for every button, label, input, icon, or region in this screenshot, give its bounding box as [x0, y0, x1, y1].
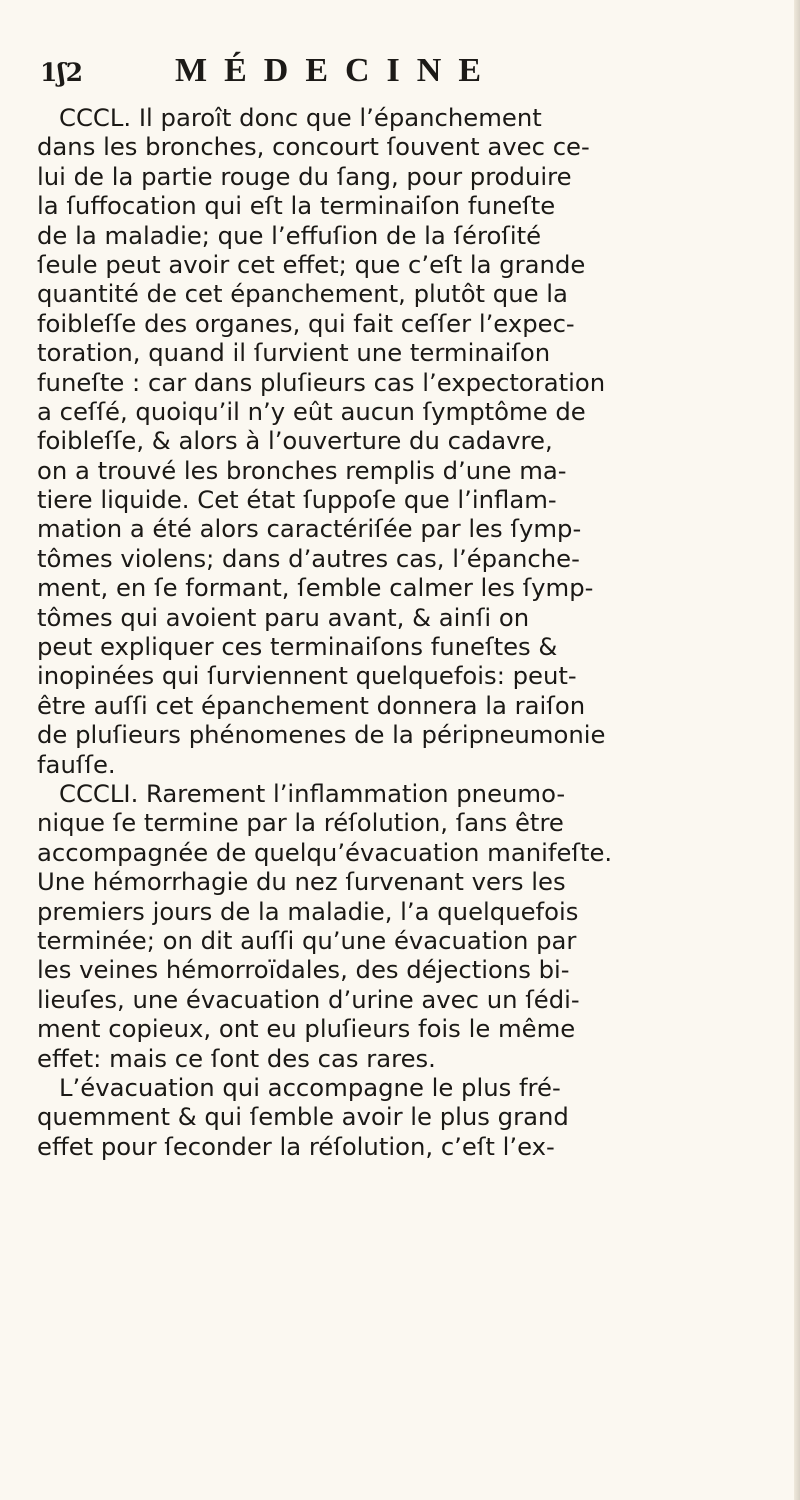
text-line: CCCLI. Rarement l’inflammation pneumo- — [59, 778, 566, 808]
text-line: quemment & qui ſemble avoir le plus grand — [37, 1102, 569, 1132]
text-line: lui de la partie rouge du ſang, pour produire — [37, 161, 572, 191]
text-line: de pluſieurs phénomenes de la péripneumonie — [37, 720, 606, 750]
text-line: foibleſſe des organes, qui fait ceſſer l’expec- — [37, 308, 575, 338]
text-line: tômes qui avoient paru avant, & ainſi on — [37, 602, 530, 632]
running-title: MÉDECINE — [175, 52, 499, 89]
text-line: effet: mais ce ſont des cas rares. — [37, 1043, 436, 1073]
text-line: ment, en ſe formant, ſemble calmer les ſymp- — [37, 573, 594, 603]
page-number: 1ʃ2 — [40, 58, 84, 87]
text-line: lieuſes, une évacuation d’urine avec un ſédi- — [37, 984, 580, 1014]
text-line: dans les bronches, concourt ſouvent avec ce- — [37, 132, 590, 162]
running-head — [40, 52, 780, 98]
text-line: a ceſſé, quoiqu’il n’y eût aucun ſymptôme de — [37, 396, 586, 426]
text-line: quantité de cet épanchement, plutôt que la — [37, 279, 568, 309]
text-line: être auſſi cet épanchement donnera la raiſon — [37, 690, 586, 720]
text-line: terminée; on dit auſſi qu’une évacuation par — [37, 925, 577, 955]
text-line: premiers jours de la maladie, l’a quelquefois — [37, 896, 579, 926]
text-line: les veines hémorroïdales, des déjections bi- — [37, 955, 570, 985]
text-line: foibleſſe, & alors à l’ouverture du cadavre, — [37, 426, 553, 456]
text-line: CCCL. Il paroît donc que l’épanchement — [59, 103, 542, 132]
text-line: ſeule peut avoir cet effet; que c’eſt la grande — [37, 249, 586, 279]
text-line: L’évacuation qui accompagne le plus fré- — [59, 1072, 561, 1102]
text-line: mation a été alors caractériſée par les ſymp- — [37, 514, 582, 544]
text-line: tômes violens; dans d’autres cas, l’épanche- — [37, 543, 580, 573]
text-line: effet pour ſeconder la réſolution, c’eſt l’ex- — [37, 1131, 555, 1161]
body-text — [37, 103, 775, 1161]
text-line: tiere liquide. Cet état ſuppoſe que l’inflam- — [37, 485, 557, 515]
text-line: de la maladie; que l’effuſion de la ſéroſité — [37, 220, 542, 250]
text-line: nique ſe termine par la réſolution, ſans être — [37, 808, 564, 838]
text-line: ment copieux, ont eu pluſieurs fois le même — [37, 1014, 576, 1044]
text-line: Une hémorrhagie du nez ſurvenant vers les — [37, 867, 566, 897]
text-line: toration, quand il ſurvient une terminaiſon — [37, 338, 551, 368]
text-line: peut expliquer ces terminaiſons funeſtes & — [37, 632, 558, 662]
text-line: la ſuffocation qui eſt la terminaiſon funeſte — [37, 191, 556, 221]
text-line: accompagnée de quelqu’évacuation manifeſte. — [37, 837, 613, 867]
text-line: inopinées qui ſurviennent quelquefois: peut- — [37, 661, 577, 691]
text-line: funeſte : car dans pluſieurs cas l’expectoration — [37, 367, 606, 397]
text-line: fauſſe. — [37, 749, 116, 779]
page-edge-shadow — [794, 0, 800, 1500]
text-line: on a trouvé les bronches remplis d’une ma- — [37, 455, 567, 485]
